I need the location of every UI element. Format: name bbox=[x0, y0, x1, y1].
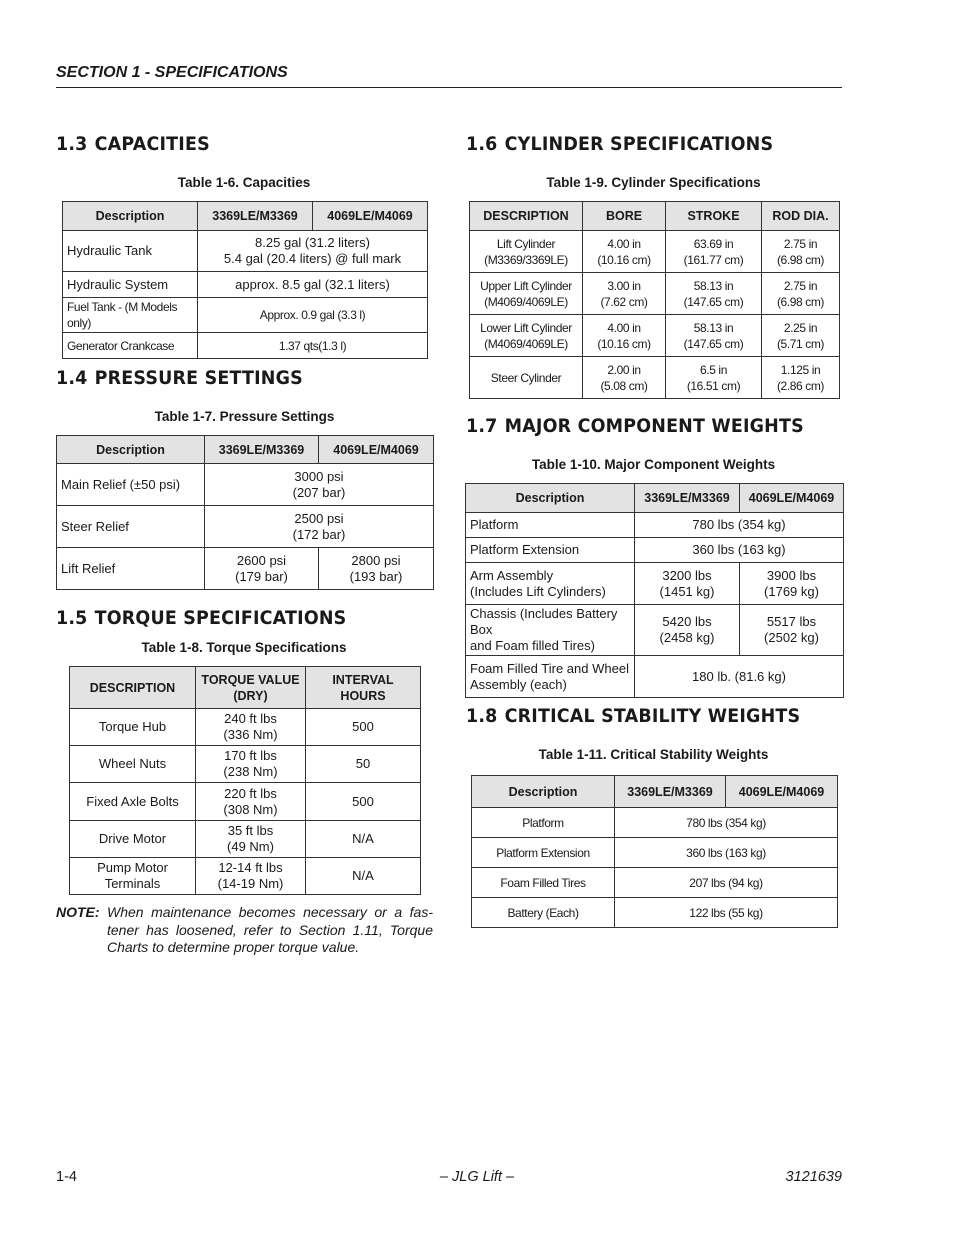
table-header-row bbox=[472, 776, 838, 808]
cell: 4.00 in (10.16 cm) bbox=[583, 315, 666, 357]
cell: Chassis (Includes Battery Box and Foam filled Tires) bbox=[466, 605, 635, 656]
table-row bbox=[466, 538, 844, 563]
cell: Platform Extension bbox=[472, 838, 615, 868]
pressure-settings-table bbox=[56, 435, 434, 590]
column-header: 3369LE/M3369 bbox=[205, 436, 319, 464]
column-header: 4069LE/M4069 bbox=[319, 436, 434, 464]
column-header: 3369LE/M3369 bbox=[615, 776, 726, 808]
cell: Platform bbox=[472, 808, 615, 838]
cell: approx. 8.5 gal (32.1 liters) bbox=[198, 272, 428, 298]
cell: 2.25 in (5.71 cm) bbox=[762, 315, 840, 357]
cell: Platform bbox=[466, 513, 635, 538]
table-row bbox=[472, 838, 838, 868]
cell: Hydraulic System bbox=[63, 272, 198, 298]
column-header: Description bbox=[63, 202, 198, 231]
page-header bbox=[56, 64, 842, 88]
column-header: 3369LE/M3369 bbox=[635, 484, 740, 513]
table-row bbox=[63, 231, 428, 272]
cell: 3900 lbs (1769 kg) bbox=[740, 563, 844, 605]
table-row bbox=[70, 709, 421, 746]
section-title-critical-stability-weights: 1.8 CRITICAL STABILITY WEIGHTS bbox=[466, 705, 801, 727]
cell: 500 bbox=[306, 709, 421, 746]
table-row bbox=[70, 821, 421, 858]
table-caption-capacities: Table 1-6. Capacities bbox=[177, 175, 311, 190]
cell: 63.69 in (161.77 cm) bbox=[666, 231, 762, 273]
cell: 360 lbs (163 kg) bbox=[615, 838, 838, 868]
cell: 500 bbox=[306, 783, 421, 821]
cell: Pump Motor Terminals bbox=[70, 858, 196, 895]
note-block bbox=[56, 904, 433, 957]
cell: 170 ft lbs (238 Nm) bbox=[196, 746, 306, 783]
cell: 12-14 ft lbs (14-19 Nm) bbox=[196, 858, 306, 895]
cell: 58.13 in (147.65 cm) bbox=[666, 315, 762, 357]
cell: 360 lbs (163 kg) bbox=[635, 538, 844, 563]
note-text: When maintenance becomes necessary or a fas-tener has loosened, refer to Section 1.11, Torque Charts to determine proper torque value. bbox=[107, 904, 433, 955]
column-header: STROKE bbox=[666, 202, 762, 231]
table-row bbox=[470, 273, 840, 315]
cell: 3000 psi (207 bar) bbox=[205, 464, 434, 506]
table-row bbox=[466, 656, 844, 698]
cell: 35 ft lbs (49 Nm) bbox=[196, 821, 306, 858]
table-row bbox=[57, 464, 434, 506]
cell: 780 lbs (354 kg) bbox=[635, 513, 844, 538]
table-row bbox=[470, 315, 840, 357]
cell: Wheel Nuts bbox=[70, 746, 196, 783]
table-row bbox=[57, 548, 434, 590]
cell: 6.5 in (16.51 cm) bbox=[666, 357, 762, 399]
cell: 58.13 in (147.65 cm) bbox=[666, 273, 762, 315]
table-row bbox=[63, 298, 428, 333]
table-header-row bbox=[70, 667, 421, 709]
section-title-pressure-settings: 1.4 PRESSURE SETTINGS bbox=[56, 367, 303, 389]
critical-stability-weights-table bbox=[471, 775, 838, 928]
cell: Foam Filled Tire and Wheel Assembly (each) bbox=[466, 656, 635, 698]
table-caption-major-component-weights: Table 1-10. Major Component Weights bbox=[531, 457, 776, 472]
cell: 2600 psi (179 bar) bbox=[205, 548, 319, 590]
table-row bbox=[466, 605, 844, 656]
cell: Drive Motor bbox=[70, 821, 196, 858]
cell: 8.25 gal (31.2 liters) 5.4 gal (20.4 liters) @ full mark bbox=[198, 231, 428, 272]
cell: Fuel Tank - (M Models only) bbox=[63, 298, 198, 333]
column-header: DESCRIPTION bbox=[470, 202, 583, 231]
footer-publisher: – JLG Lift – bbox=[439, 1169, 515, 1185]
section-label: SECTION 1 - SPECIFICATIONS bbox=[56, 64, 288, 81]
table-header-row bbox=[466, 484, 844, 513]
cell: Lift Cylinder (M3369/3369LE) bbox=[470, 231, 583, 273]
cell: Torque Hub bbox=[70, 709, 196, 746]
cell: 180 lb. (81.6 kg) bbox=[635, 656, 844, 698]
cell: 3.00 in (7.62 cm) bbox=[583, 273, 666, 315]
note-label: NOTE: bbox=[56, 904, 100, 920]
table-row bbox=[470, 231, 840, 273]
column-header: 4069LE/M4069 bbox=[740, 484, 844, 513]
cell: 50 bbox=[306, 746, 421, 783]
cell: Generator Crankcase bbox=[63, 333, 198, 359]
column-header: Description bbox=[466, 484, 635, 513]
section-title-torque-specifications: 1.5 TORQUE SPECIFICATIONS bbox=[56, 607, 347, 629]
table-row bbox=[70, 783, 421, 821]
table-header-row bbox=[63, 202, 428, 231]
table-row bbox=[470, 357, 840, 399]
cell: 5420 lbs (2458 kg) bbox=[635, 605, 740, 656]
cylinder-specifications-table bbox=[469, 201, 840, 399]
table-header-row bbox=[470, 202, 840, 231]
cell: 2.75 in (6.98 cm) bbox=[762, 231, 840, 273]
cell: Main Relief (±50 psi) bbox=[57, 464, 205, 506]
cell: Lift Relief bbox=[57, 548, 205, 590]
column-header: 3369LE/M3369 bbox=[198, 202, 313, 231]
cell: Lower Lift Cylinder (M4069/4069LE) bbox=[470, 315, 583, 357]
cell: Steer Cylinder bbox=[470, 357, 583, 399]
cell: 3200 lbs (1451 kg) bbox=[635, 563, 740, 605]
table-caption-cylinder-specifications: Table 1-9. Cylinder Specifications bbox=[546, 175, 761, 190]
major-component-weights-table bbox=[465, 483, 844, 698]
cell: 1.125 in (2.86 cm) bbox=[762, 357, 840, 399]
cell: Upper Lift Cylinder (M4069/4069LE) bbox=[470, 273, 583, 315]
cell: 207 lbs (94 kg) bbox=[615, 868, 838, 898]
table-row bbox=[466, 513, 844, 538]
column-header: 4069LE/M4069 bbox=[726, 776, 838, 808]
column-header: TORQUE VALUE (DRY) bbox=[196, 667, 306, 709]
column-header: ROD DIA. bbox=[762, 202, 840, 231]
column-header: DESCRIPTION bbox=[70, 667, 196, 709]
table-row bbox=[70, 746, 421, 783]
cell: 220 ft lbs (308 Nm) bbox=[196, 783, 306, 821]
column-header: 4069LE/M4069 bbox=[313, 202, 428, 231]
section-title-cylinder-specifications: 1.6 CYLINDER SPECIFICATIONS bbox=[466, 133, 774, 155]
capacities-table bbox=[62, 201, 428, 359]
cell: 2500 psi (172 bar) bbox=[205, 506, 434, 548]
section-title-capacities: 1.3 CAPACITIES bbox=[56, 133, 210, 155]
table-caption-pressure-settings: Table 1-7. Pressure Settings bbox=[154, 409, 335, 424]
cell: 5517 lbs (2502 kg) bbox=[740, 605, 844, 656]
table-header-row bbox=[57, 436, 434, 464]
column-header: Description bbox=[57, 436, 205, 464]
table-row bbox=[472, 898, 838, 928]
table-caption-torque-specifications: Table 1-8. Torque Specifications bbox=[141, 640, 347, 655]
cell: Approx. 0.9 gal (3.3 l) bbox=[198, 298, 428, 333]
cell: N/A bbox=[306, 858, 421, 895]
table-row bbox=[70, 858, 421, 895]
torque-specifications-table bbox=[69, 666, 421, 895]
cell: Fixed Axle Bolts bbox=[70, 783, 196, 821]
section-title-major-component-weights: 1.7 MAJOR COMPONENT WEIGHTS bbox=[466, 415, 804, 437]
table-row bbox=[466, 563, 844, 605]
column-header: INTERVAL HOURS bbox=[306, 667, 421, 709]
cell: N/A bbox=[306, 821, 421, 858]
column-header: BORE bbox=[583, 202, 666, 231]
footer-page-number: 1-4 bbox=[56, 1169, 77, 1185]
table-row bbox=[472, 808, 838, 838]
cell: Foam Filled Tires bbox=[472, 868, 615, 898]
cell: 4.00 in (10.16 cm) bbox=[583, 231, 666, 273]
table-caption-critical-stability-weights: Table 1-11. Critical Stability Weights bbox=[538, 747, 769, 762]
cell: 122 lbs (55 kg) bbox=[615, 898, 838, 928]
cell: Battery (Each) bbox=[472, 898, 615, 928]
cell: 2.75 in (6.98 cm) bbox=[762, 273, 840, 315]
cell: 2800 psi (193 bar) bbox=[319, 548, 434, 590]
column-header: Description bbox=[472, 776, 615, 808]
table-row bbox=[63, 272, 428, 298]
table-row bbox=[472, 868, 838, 898]
cell: Steer Relief bbox=[57, 506, 205, 548]
footer-document-number: 3121639 bbox=[785, 1169, 842, 1185]
cell: 240 ft lbs (336 Nm) bbox=[196, 709, 306, 746]
cell: Arm Assembly (Includes Lift Cylinders) bbox=[466, 563, 635, 605]
cell: Platform Extension bbox=[466, 538, 635, 563]
cell: 780 lbs (354 kg) bbox=[615, 808, 838, 838]
cell: 2.00 in (5.08 cm) bbox=[583, 357, 666, 399]
table-row bbox=[63, 333, 428, 359]
table-row bbox=[57, 506, 434, 548]
cell: 1.37 qts(1.3 l) bbox=[198, 333, 428, 359]
cell: Hydraulic Tank bbox=[63, 231, 198, 272]
